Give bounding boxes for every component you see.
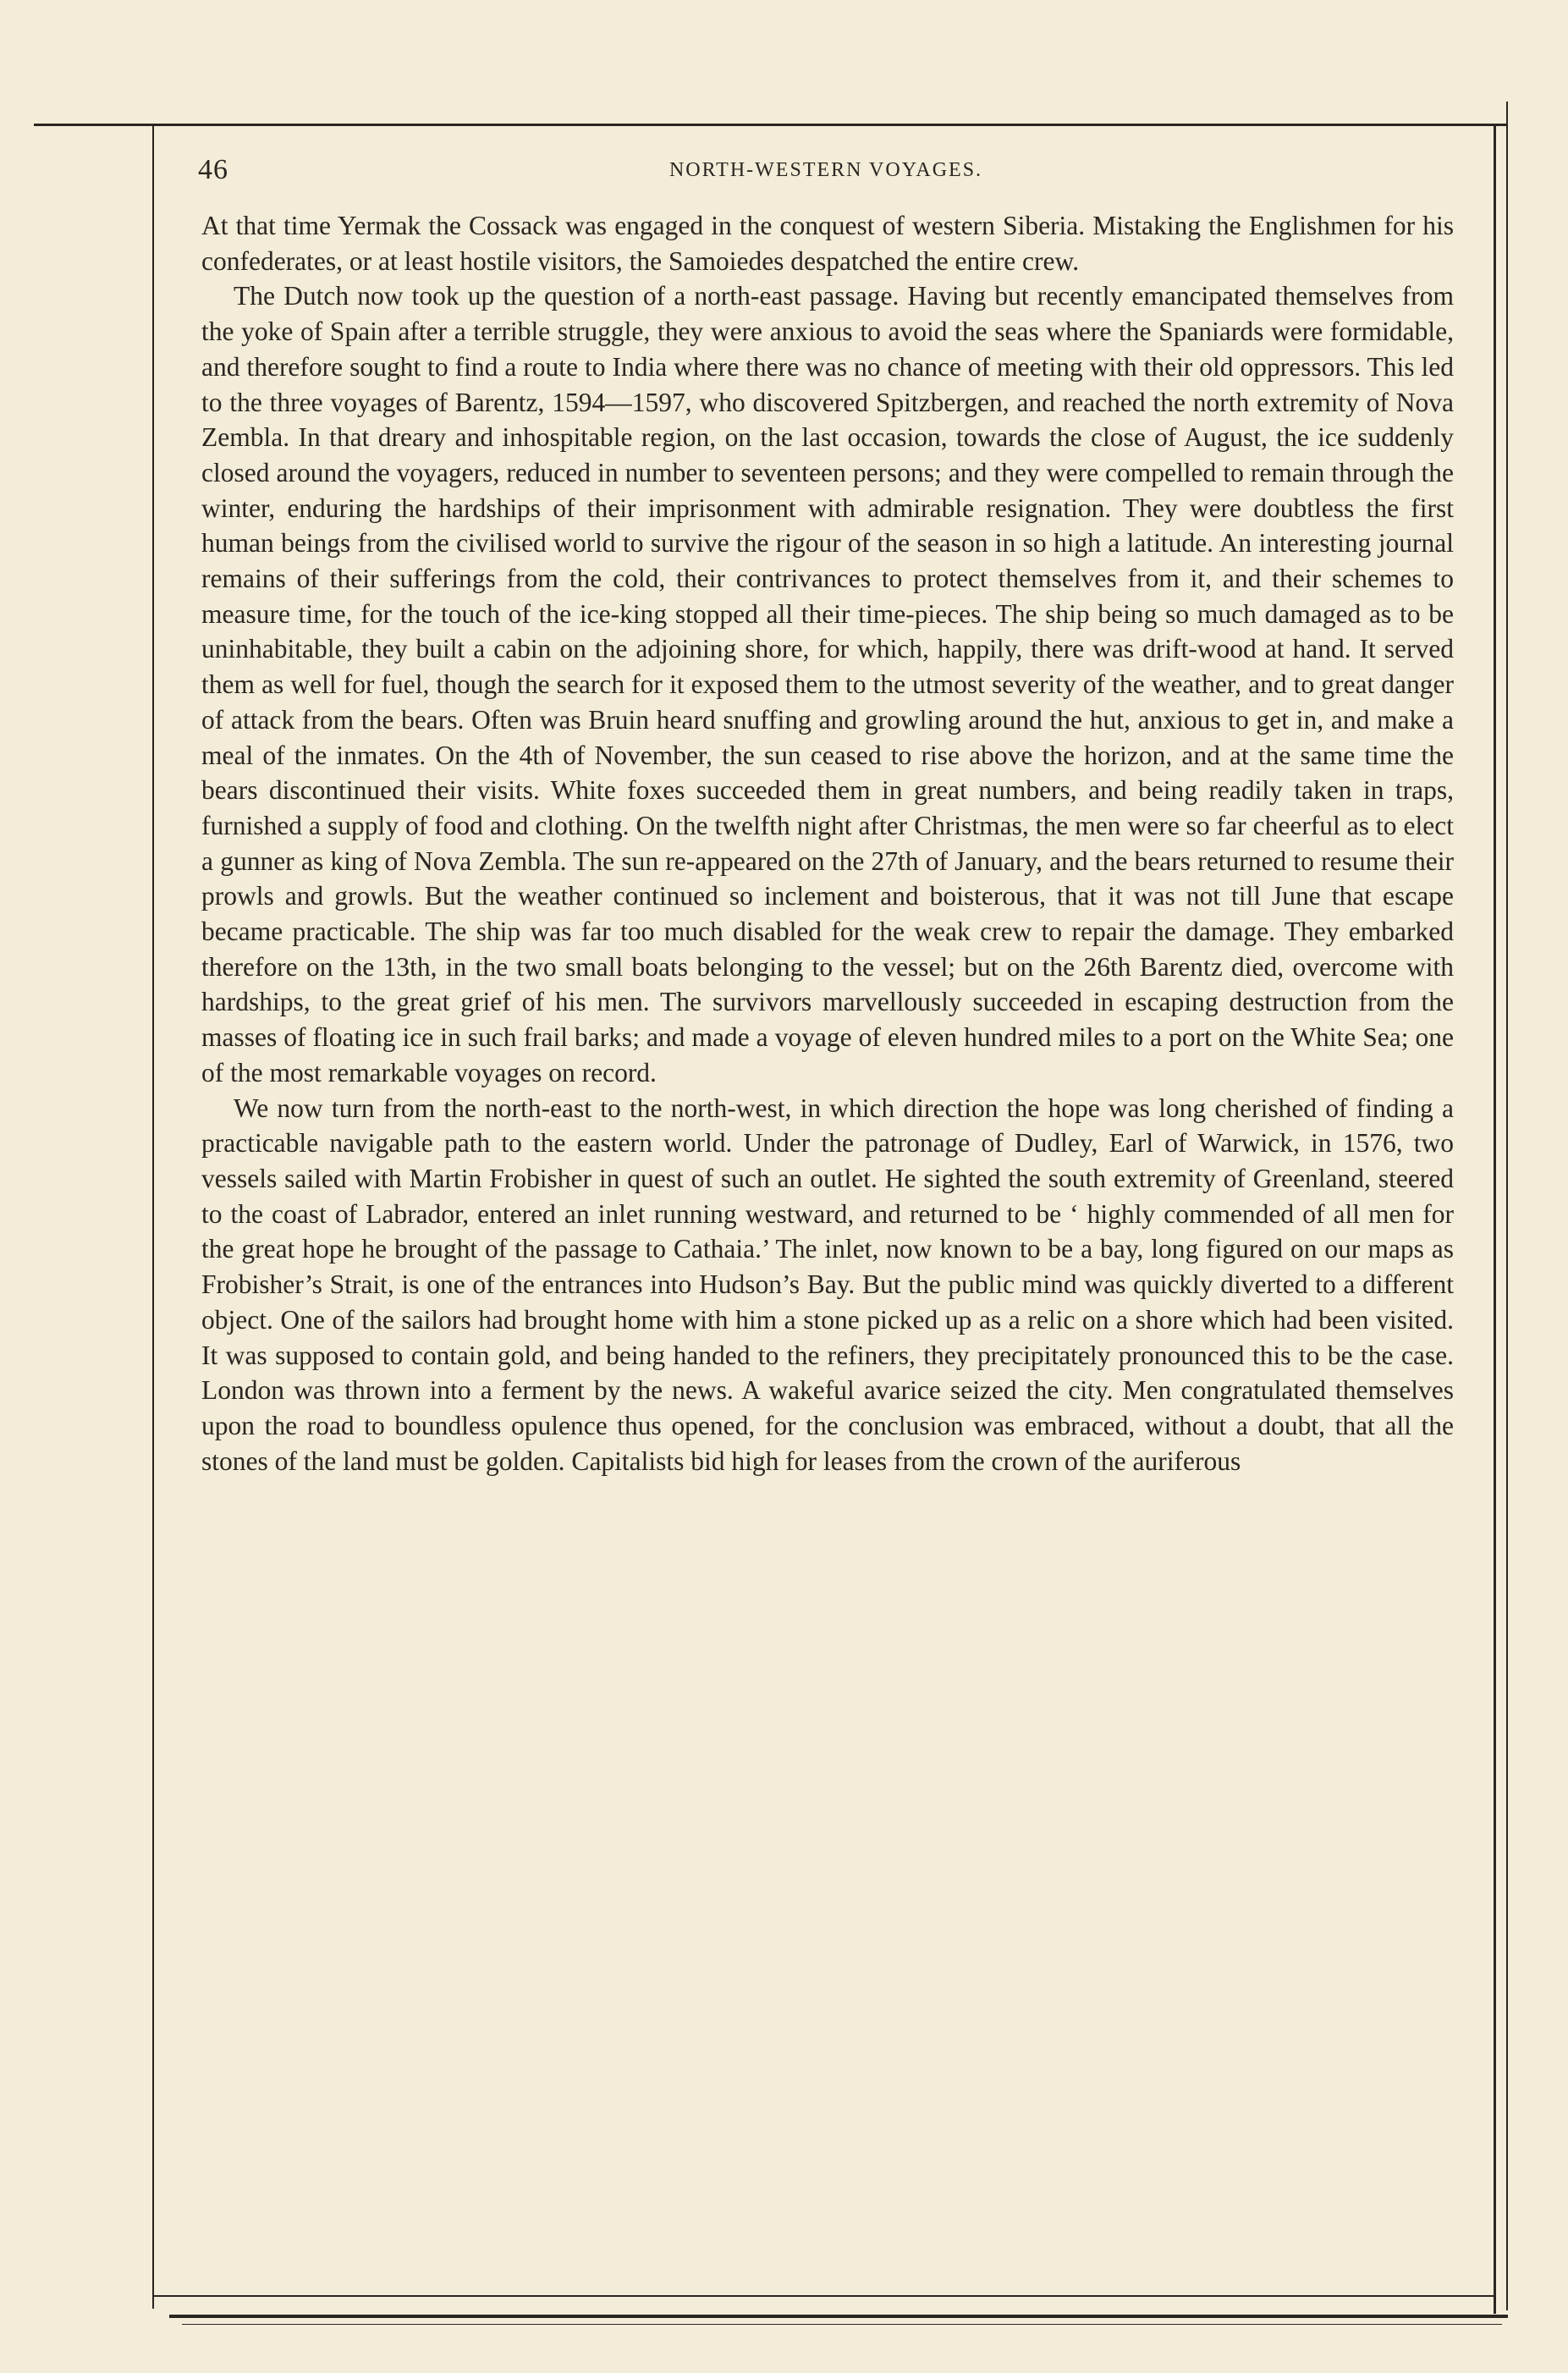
paragraph: The Dutch now took up the question of a north-east passage. Having but recently emancipated themselves from the yoke of Spain after a terrible struggle, they were anxious to avoid the seas where the Spaniards were formidable, and therefore sought to find a route to India where there was no chance of meeting with their old oppressors. This led to the three voyages of Barentz, 1594—1597, who discovered Spitzbergen, and reached the north extremity of Nova Zembla. In that dreary and inhospitable region, on the last occasion, towards the close of August, the ice suddenly closed around the voyagers, reduced in number to seventeen persons; and they were compelled to remain through the winter, enduring the hardships of their imprisonment with admirable resignation. They were doubtless the first human beings from the civilised world to survive the rigour of the season in so high a latitude. An interesting journal remains of their sufferings from the cold, their contrivances to protect themselves from it, and their schemes to measure time, for the touch of the ice-king stopped all their time-pieces. The ship being so much damaged as to be uninhabitable, they built a cabin on the adjoining shore, for which, happily, there was drift-wood at hand. It served them as well for fuel, though the search for it exposed them to the utmost severity of the weather, and to great danger of attack from the bears. Often was Bruin heard snuffing and growling around the hut, anxious to get in, and make a meal of the inmates. On the 4th of November, the sun ceased to rise above the horizon, and at the same time the bears discontinued their visits. White foxes succeeded them in great numbers, and being readily taken in traps, furnished a supply of food and clothing. On the twelfth night after Christmas, the men were so far cheerful as to elect a gunner as king of Nova Zembla. The sun re-appeared on the 27th of January, and the bears returned to resume their prowls and growls. But the weather continued so inclement and boisterous, that it was not till June that escape became practicable. The ship was far too much disabled for the weak crew to repair the damage. They embarked therefore on the 13th, in the two small boats belonging to the vessel; but on the 26th Barentz died, overcome with hardships, to the great grief of his men. The survivors marvellously succeeded in escaping destruction from the masses of floating ice in such frail barks; and made a voyage of eleven hundred miles to a port on the White Sea; one of the most remarkable voyages on record. <box>201 281 1454 1087</box>
running-head <box>198 154 1454 188</box>
bottom-outer-rule <box>169 2315 1508 2318</box>
bottom-rule <box>152 2295 1496 2297</box>
paragraph: We now turn from the north-east to the north-west, in which direction the hope was long cherished of finding a practicable navigable path to the eastern world. Under the patronage of Dudley, Earl of Warwick, in 1576, two vessels sailed with Martin Frobisher in quest of such an outlet. He sighted the south extremity of Greenland, steered to the coast of Labrador, entered an inlet running westward, and returned to be ‘ highly commended of all men for the great hope he brought of the passage to Cathaia.’ The inlet, now known to be a bay, long figured on our maps as Frobisher’s Strait, is one of the entrances into Hudson’s Bay. But the public mind was quickly diverted to a different object. One of the sailors had brought home with him a stone picked up as a relic on a shore which had been visited. It was supposed to contain gold, and being handed to the refiners, they precipitately pronounced this to be the case. London was thrown into a ferment by the news. A wakeful avarice seized the city. Men congratulated themselves upon the road to boundless opulence thus opened, for the conclusion was embraced, without a doubt, that all the stones of the land must be golden. Capitalists bid high for leases from the crown of the auriferous <box>201 1093 1454 1476</box>
body-text <box>201 208 1454 1478</box>
bottom-thin-rule <box>182 2324 1502 2325</box>
running-title: NORTH-WESTERN VOYAGES. <box>668 159 983 181</box>
paragraph: At that time Yermak the Cossack was engaged in the conquest of western Siberia. Mistaking the Englishmen for his confederates, or at least hostile visitors, the Samoiedes despatched the entire crew. <box>201 211 1454 276</box>
right-outer-rule <box>1506 102 1508 2310</box>
right-rule <box>1494 124 1496 2314</box>
top-rule <box>34 124 1506 126</box>
left-rule <box>152 125 154 2309</box>
page-number: 46 <box>198 154 228 185</box>
